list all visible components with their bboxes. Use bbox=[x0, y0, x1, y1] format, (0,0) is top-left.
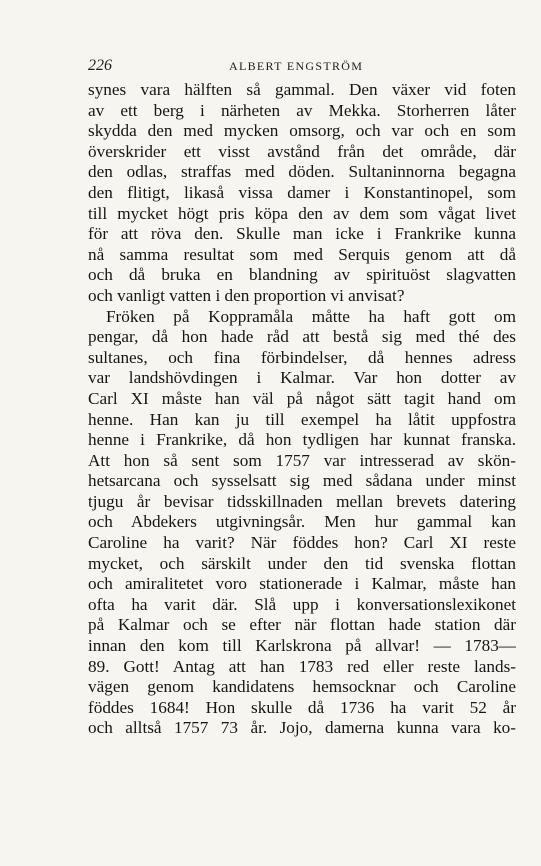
text-line: vägen genom kandidatens hemsocknar och Caroline bbox=[88, 677, 516, 697]
page-header bbox=[88, 57, 516, 75]
text-line: för att röva den. Skulle man icke i Frankrike kunna bbox=[88, 224, 516, 244]
text-line: ofta ha varit där. Slå upp i konversationslexikonet bbox=[88, 594, 516, 614]
text-line: och då bruka en blandning av spirituöst slagvatten bbox=[88, 265, 516, 285]
body-text bbox=[88, 80, 516, 739]
text-line: den flitigt, likaså vissa damer i Konstantinopel, som bbox=[88, 182, 516, 202]
text-line: och vanligt vatten i den proportion vi anvisat? bbox=[88, 285, 405, 305]
text-line: av ett berg i närheten av Mekka. Storherren låter bbox=[88, 100, 516, 120]
text-line: henne i Frankrike, då hon tydligen har kunnat franska. bbox=[88, 430, 516, 450]
text-line: tjugu år bevisar tidsskillnaden mellan brevets datering bbox=[88, 491, 516, 511]
text-line: Att hon så sent som 1757 var intresserad av skön- bbox=[88, 450, 516, 470]
text-line: Fröken på Koppramåla måtte ha haft gott om bbox=[106, 306, 516, 326]
text-line: henne. Han kan ju till exempel ha låtit uppfostra bbox=[88, 409, 516, 429]
text-line: och amiralitetet voro stationerade i Kalmar, måste han bbox=[88, 574, 516, 594]
text-line: 89. Gott! Antag att han 1783 red eller reste lands- bbox=[88, 656, 516, 676]
text-line: pengar, då hon hade råd att bestå sig med thé des bbox=[88, 327, 516, 347]
text-line: överskrider ett visst avstånd från det område, där bbox=[88, 141, 516, 161]
text-line: var landshövdingen i Kalmar. Var hon dotter av bbox=[88, 368, 516, 388]
text-line: Carl XI måste han väl på något sätt tagit hand om bbox=[88, 388, 516, 408]
running-title: ALBERT ENGSTRÖM bbox=[229, 59, 364, 73]
text-line: innan den kom till Karlskrona på allvar! — 1783— bbox=[88, 636, 516, 656]
text-line: sultanes, och fina förbindelser, då hennes adress bbox=[88, 347, 516, 367]
text-line: och Abdekers utgivningsår. Men hur gammal kan bbox=[88, 512, 516, 532]
text-line: mycket, och särskilt under den tid svenska flottan bbox=[88, 553, 516, 573]
text-line: hetsarcana och sysselsatt sig med sådana under minst bbox=[88, 471, 516, 491]
text-line: skydda den med mycken omsorg, och var och en som bbox=[88, 121, 516, 141]
text-line: till mycket högt pris köpa den av dem som vågat livet bbox=[88, 203, 516, 223]
text-line: och alltså 1757 73 år. Jojo, damerna kunna vara ko- bbox=[88, 718, 516, 738]
text-line: synes vara hälften så gammal. Den växer vid foten bbox=[88, 80, 516, 99]
text-line: på Kalmar och se efter när flottan hade station där bbox=[88, 615, 516, 635]
page-number: 226 bbox=[88, 57, 112, 74]
text-line: nå samma resultat som med Serquis genom att då bbox=[88, 244, 516, 264]
text-line: den odlas, straffas med döden. Sultaninnorna begagna bbox=[88, 162, 516, 182]
text-line: föddes 1684! Hon skulle då 1736 ha varit 52 år bbox=[88, 697, 516, 717]
text-line: Caroline ha varit? När föddes hon? Carl XI reste bbox=[88, 533, 516, 553]
